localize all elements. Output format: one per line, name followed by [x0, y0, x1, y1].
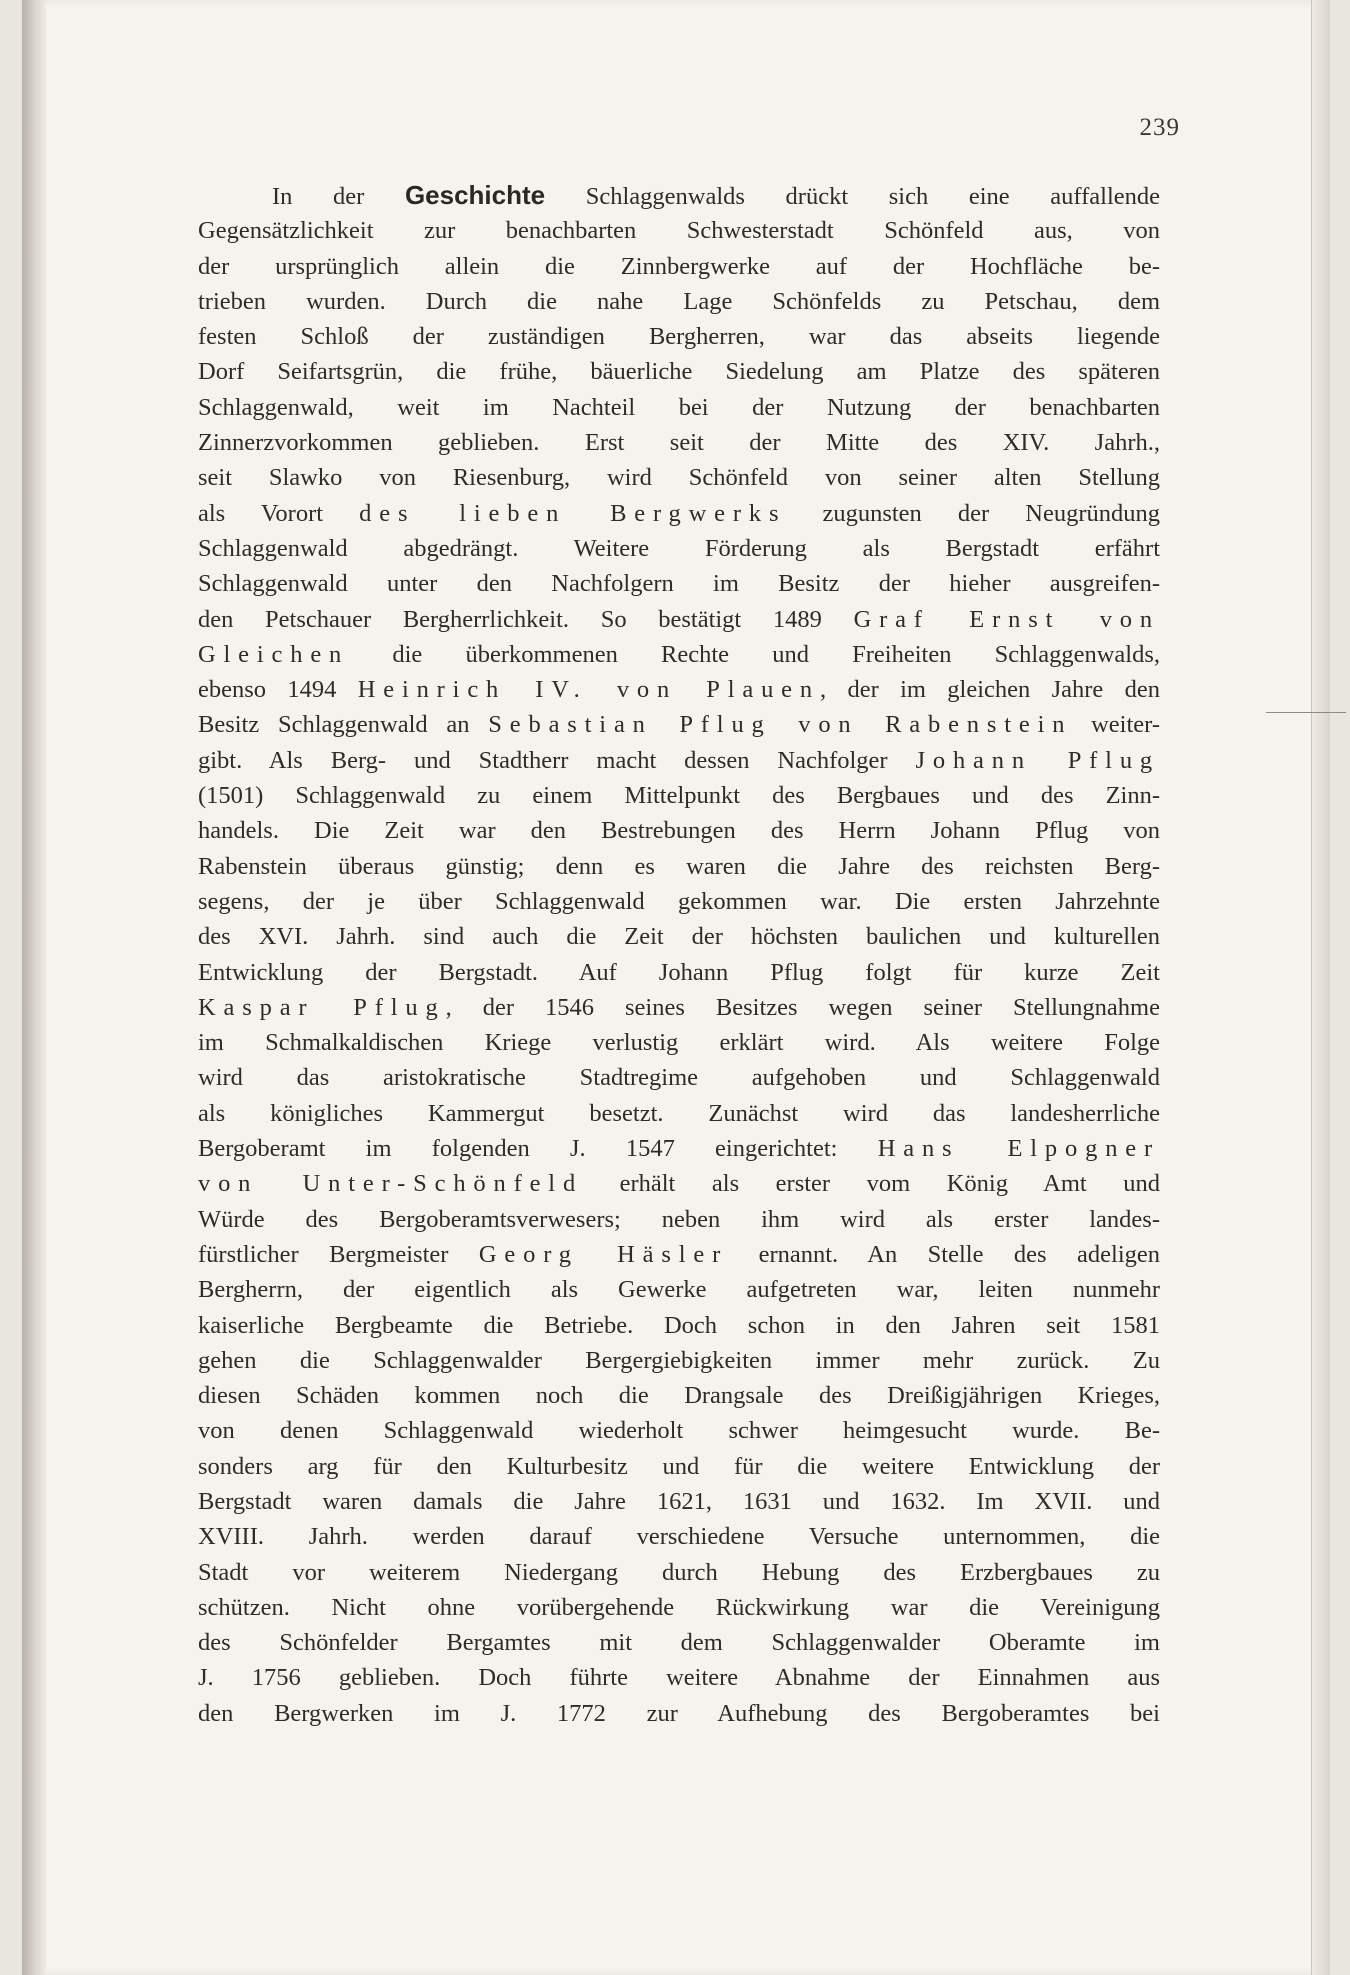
text-span: , der im gleichen Jahre den	[820, 676, 1160, 704]
text-span: J. 1756 geblieben. Doch führte weitere Abnahme der Einnahmen aus	[198, 1664, 1160, 1692]
binding-shadow	[22, 0, 46, 1975]
text-span: den Petschauer Bergherrlichkeit. So bestätigt 1489	[198, 605, 854, 633]
text-span: Gegensätzlichkeit zur benachbarten Schwesterstadt Schönfeld aus, von	[198, 217, 1160, 245]
text-span: sonders arg für den Kulturbesitz und für die weitere Entwicklung der	[198, 1452, 1160, 1480]
text-line	[198, 249, 1160, 284]
text-line	[198, 460, 1160, 495]
text-line	[198, 602, 1160, 637]
text-line	[198, 1413, 1160, 1448]
text-span: die überkommenen Rechte und Freiheiten Schlaggenwalds,	[349, 640, 1160, 668]
emphasized-text: Johann Pflug	[915, 746, 1160, 774]
text-line	[198, 1166, 1160, 1201]
text-line	[198, 1696, 1160, 1731]
text-line	[198, 425, 1160, 460]
text-span: gehen die Schlaggenwalder Bergergiebigkeiten immer mehr zurück. Zu	[198, 1346, 1160, 1374]
text-span: den Bergwerken im J. 1772 zur Aufhebung des Bergoberamtes bei	[198, 1699, 1160, 1727]
emphasized-text: Geschichte	[404, 180, 546, 210]
text-span: handels. Die Zeit war den Bestrebungen des Herrn Johann Pflug von	[198, 817, 1160, 845]
emphasized-text: Gleichen	[198, 640, 350, 668]
emphasized-text: Hans Elpogner	[877, 1135, 1160, 1163]
text-span: Dorf Seifartsgrün, die frühe, bäuerliche Siedelung am Platze des späteren	[198, 358, 1160, 386]
text-line	[198, 1449, 1160, 1484]
text-span: gibt. Als Berg- und Stadtherr macht dessen Nachfolger	[198, 746, 916, 774]
text-line	[198, 1378, 1160, 1413]
text-line	[198, 1625, 1160, 1660]
emphasized-text: Georg Häsler	[478, 1240, 729, 1268]
text-line	[198, 496, 1160, 531]
text-span: seit Slawko von Riesenburg, wird Schönfeld von seiner alten Stellung	[198, 464, 1160, 492]
text-span: fürstlicher Bergmeister	[198, 1240, 479, 1268]
text-span: ebenso 1494	[198, 676, 358, 704]
text-span: Schlaggenwald abgedrängt. Weitere Förderung als Bergstadt erfährt	[198, 534, 1160, 562]
text-span: des Schönfelder Bergamtes mit dem Schlaggenwalder Oberamte im	[198, 1629, 1160, 1657]
text-span: XVIII. Jahrh. werden darauf verschiedene Versuche unternommen, die	[198, 1523, 1160, 1551]
text-span: kaiserliche Bergbeamte die Betriebe. Doch schon in den Jahren seit 1581	[198, 1311, 1160, 1339]
text-span: weiter-	[1072, 711, 1160, 739]
text-line	[198, 1660, 1160, 1695]
text-span: segens, der je über Schlaggenwald gekommen war. Die ersten Jahrzehnte	[198, 887, 1160, 915]
text-line	[198, 884, 1160, 919]
text-line	[198, 672, 1160, 707]
emphasized-text: Heinrich IV. von Plauen	[357, 676, 820, 704]
text-span: der ursprünglich allein die Zinnbergwerke auf der Hochfläche be-	[198, 252, 1160, 280]
text-span: Entwicklung der Bergstadt. Auf Johann Pflug folgt für kurze Zeit	[198, 958, 1160, 986]
text-line	[198, 1202, 1160, 1237]
text-line	[198, 1060, 1160, 1095]
text-span: Stadt vor weiterem Niedergang durch Hebung des Erzbergbaues zu	[198, 1558, 1160, 1586]
text-line	[198, 390, 1160, 425]
text-line	[198, 1484, 1160, 1519]
text-span: trieben wurden. Durch die nahe Lage Schönfelds zu Petschau, dem	[198, 287, 1160, 315]
text-line	[198, 1025, 1160, 1060]
text-span: Rabenstein überaus günstig; denn es waren die Jahre des reichsten Berg-	[198, 852, 1160, 880]
text-span: Schlaggenwald, weit im Nachteil bei der Nutzung der benachbarten	[198, 393, 1160, 421]
text-span: (1501) Schlaggenwald zu einem Mittelpunkt des Bergbaues und des Zinn-	[198, 782, 1160, 810]
text-span: zugunsten der Neugründung	[786, 499, 1161, 527]
text-line	[198, 990, 1160, 1025]
text-line	[198, 566, 1160, 601]
text-line	[198, 284, 1160, 319]
text-line	[198, 1237, 1160, 1272]
emphasized-text: des lieben Bergwerks	[359, 499, 787, 527]
text-span: Schlaggenwalds drückt sich eine auffallende	[545, 183, 1161, 210]
emphasized-text: von Unter-Schönfeld	[198, 1170, 584, 1198]
text-span: wird das aristokratische Stadtregime aufgehoben und Schlaggenwald	[198, 1064, 1160, 1092]
text-line	[198, 1343, 1160, 1378]
text-line	[198, 637, 1160, 672]
text-line	[198, 1272, 1160, 1307]
text-line	[198, 178, 1160, 213]
margin-rule	[1266, 712, 1346, 713]
text-line	[198, 531, 1160, 566]
text-span: als königliches Kammergut besetzt. Zunächst wird das landesherrliche	[198, 1099, 1160, 1127]
text-span: ernannt. An Stelle des adeligen	[728, 1240, 1160, 1268]
text-line	[198, 743, 1160, 778]
text-line	[198, 1555, 1160, 1590]
emphasized-text: Kaspar Pflug	[198, 993, 446, 1021]
text-line	[198, 778, 1160, 813]
text-span: Besitz Schlaggenwald an	[198, 711, 489, 739]
page-edge	[1311, 0, 1330, 1975]
text-line	[198, 849, 1160, 884]
text-span: des XVI. Jahrh. sind auch die Zeit der höchsten baulichen und kulturellen	[198, 923, 1160, 951]
text-span: Würde des Bergoberamtsverwesers; neben ihm wird als erster landes-	[198, 1205, 1160, 1233]
text-span: Bergstadt waren damals die Jahre 1621, 1631 und 1632. Im XVII. und	[198, 1487, 1160, 1515]
text-line	[198, 707, 1160, 742]
text-line	[198, 1519, 1160, 1554]
text-line	[198, 354, 1160, 389]
emphasized-text: Graf Ernst von	[853, 605, 1160, 633]
body-paragraph	[198, 178, 1160, 1731]
text-span: Zinnerzvorkommen geblieben. Erst seit der Mitte des XIV. Jahrh.,	[198, 429, 1160, 457]
text-line	[198, 213, 1160, 248]
text-span: diesen Schäden kommen noch die Drangsale des Dreißigjährigen Krieges,	[198, 1382, 1160, 1410]
text-span: , der 1546 seines Besitzes wegen seiner Stellungnahme	[445, 993, 1160, 1021]
text-span: Bergoberamt im folgenden J. 1547 eingerichtet:	[198, 1135, 878, 1163]
text-span: im Schmalkaldischen Kriege verlustig erklärt wird. Als weitere Folge	[198, 1029, 1160, 1057]
text-span: als Vorort	[198, 499, 360, 527]
text-line	[198, 1308, 1160, 1343]
text-line	[198, 813, 1160, 848]
text-span: schützen. Nicht ohne vorübergehende Rückwirkung war die Vereinigung	[198, 1593, 1160, 1621]
text-line	[198, 1590, 1160, 1625]
text-span: erhält als erster vom König Amt und	[583, 1170, 1160, 1198]
text-span: In der	[272, 183, 405, 210]
text-line	[198, 1096, 1160, 1131]
text-span: von denen Schlaggenwald wiederholt schwer heimgesucht wurde. Be-	[198, 1417, 1160, 1445]
page-number: 239	[1139, 114, 1180, 141]
text-span: Schlaggenwald unter den Nachfolgern im Besitz der hieher ausgreifen-	[198, 570, 1160, 598]
emphasized-text: Sebastian Pflug von Rabenstein	[488, 711, 1073, 739]
text-line	[198, 1131, 1160, 1166]
text-line	[198, 955, 1160, 990]
text-line	[198, 319, 1160, 354]
text-span: Bergherrn, der eigentlich als Gewerke aufgetreten war, leiten nunmehr	[198, 1276, 1160, 1304]
text-line	[198, 919, 1160, 954]
text-span: festen Schloß der zuständigen Bergherren, war das abseits liegende	[198, 323, 1160, 351]
